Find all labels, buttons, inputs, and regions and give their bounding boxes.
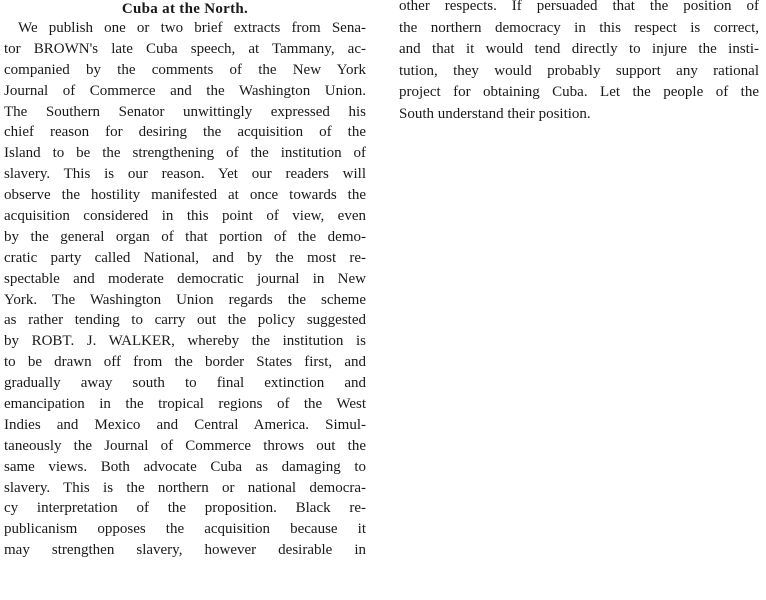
text-line: to be drawn off from the border States first, and: [4, 354, 366, 371]
text-line: Indies and Mexico and Central America. Simul-: [4, 416, 366, 433]
text-line: may strengthen slavery, however desirable in: [4, 542, 366, 559]
text-line: Island to be the strengthening of the institution of: [4, 145, 366, 162]
right-column: [399, 0, 759, 125]
text-line: slavery. This is our reason. Yet our readers will: [4, 166, 366, 183]
text-line: same views. Both advocate Cuba as damaging to: [4, 458, 366, 475]
text-line: slavery. This is the northern or national democra-: [4, 479, 366, 496]
text-line: chief reason for desiring the acquisition of the: [4, 124, 366, 141]
text-line: South understand their position.: [399, 105, 591, 122]
text-line: by ROBT. J. WALKER, whereby the institution is: [4, 333, 366, 350]
text-line: emancipation in the tropical regions of the West: [4, 396, 366, 413]
text-line: cy interpretation of the proposition. Black re-: [4, 500, 366, 517]
text-line: companied by the comments of the New York: [4, 61, 366, 78]
text-line: publicanism opposes the acquisition because it: [4, 521, 366, 538]
text-line: Journal of Commerce and the Washington Union.: [4, 82, 366, 99]
left-column: [4, 0, 366, 561]
text-line: by the general organ of that portion of the demo-: [4, 228, 366, 245]
text-line: observe the hostility manifested at once towards the: [4, 187, 366, 204]
text-line: tution, they would probably support any rational: [399, 62, 759, 79]
text-line: the northern democracy in this respect is correct,: [399, 19, 759, 36]
text-line: acquisition considered in this point of view, even: [4, 208, 366, 225]
text-line: York. The Washington Union regards the scheme: [4, 291, 366, 308]
text-line: spectable and moderate democratic journal in New: [4, 270, 366, 287]
text-line: We publish one or two brief extracts from Sena-: [18, 20, 366, 36]
text-line: and that it would tend directly to injure the insti-: [399, 41, 759, 57]
text-line: project for obtaining Cuba. Let the people of the: [399, 84, 759, 100]
text-line: gradually away south to final extinction and: [4, 375, 366, 392]
headline: Cuba at the North.: [121, 1, 249, 17]
text-line: tor BROWN's late Cuba speech, at Tammany, ac-: [4, 40, 366, 57]
text-line: taneously the Journal of Commerce throws out the: [4, 437, 366, 454]
text-line: The Southern Senator unwittingly expressed his: [4, 103, 366, 120]
text-line: cratic party called National, and by the most re-: [4, 249, 366, 266]
text-line: as rather tending to carry out the policy suggested: [4, 312, 366, 329]
text-line: other respects. If persuaded that the position of: [399, 0, 759, 14]
